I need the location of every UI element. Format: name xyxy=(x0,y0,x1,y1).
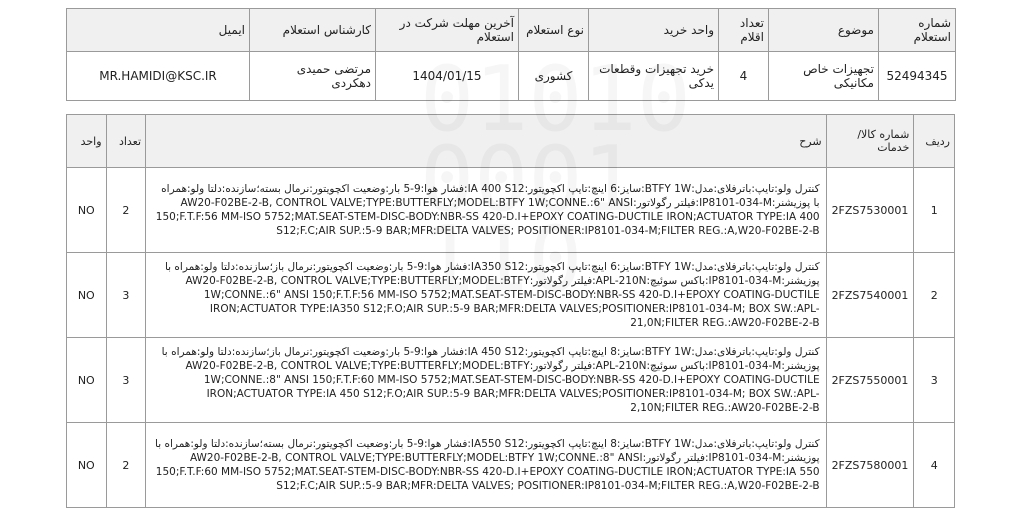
table-row xyxy=(67,168,955,253)
deadline-date: 1404/01/15 xyxy=(376,52,519,101)
row-number: 3 xyxy=(914,338,955,423)
expert-name: مرتضی حمیدی دهکردی xyxy=(250,52,376,101)
header-inquiry-type: نوع استعلام xyxy=(519,9,589,52)
item-quantity: 3 xyxy=(106,338,146,423)
item-code: 2FZS7550001 xyxy=(826,338,914,423)
info-header-row xyxy=(67,9,956,52)
items-table xyxy=(66,114,955,508)
item-count: 4 xyxy=(719,52,769,101)
header-buyer-unit: واحد خرید xyxy=(589,9,719,52)
info-value-row xyxy=(67,52,956,101)
item-code: 2FZS7540001 xyxy=(826,253,914,338)
item-code: 2FZS7580001 xyxy=(826,423,914,508)
row-number: 4 xyxy=(914,423,955,508)
items-header-row xyxy=(67,115,955,168)
item-description: کنترل ولو:تایپ:باترفلای:مدل:BTFY 1W:سایز:8 اینچ:تایپ اکچویتور:IA550 S12:فشار هوا:9-5 بار:وضعیت اکچویتور:نرمال بسته؛سازنده:دلتا ولو:همراه با پوزیشنر:IP8101-034-M:فیلتر رگولاتور:AW20-F02BE-2-B, CONTROL VALVE;TYPE:BUTTERFLY;MODEL:BTFY 1W;CONNE.:8" ANSI 150;F.T.F:60 MM-ISO 5752;MAT.SEAT-STEM-DISC-BODY:NBR-SS 420-D.I+EPOXY COATING-DUCTILE IRON;ACTUATOR TYPE:IA 550 S12;F.C;AIR SUP.:5-9 BAR;MFR:DELTA VALVES; POSITIONER:IP8101-034-M;FILTER REG.:A,W20-F02BE-2-B xyxy=(146,423,827,508)
item-description: کنترل ولو:تایپ:باترفلای:مدل:BTFY 1W:سایز:6 اینچ:تایپ اکچویتور:IA350 S12:فشار هوا:9-5 بار:وضعیت اکچویتور:نرمال باز؛سازنده:دلتا ولو:همراه با پوزیشنر:IP8101-034-M:باکس سوئیچ:APL-210N:فیلتر رگولاتور:AW20-F02BE-2-B, CONTROL VALVE;TYPE:BUTTERFLY;MODEL:BTFY 1W;CONNE.:6" ANSI 150;F.T.F:56 MM-ISO 5752;MAT.SEAT-STEM-DISC-BODY:NBR-SS 420-D.I+EPOXY COATING-DUCTILE IRON;ACTUATOR TYPE:IA350 S12;F.O;AIR SUP.:5-9 BAR;MFR:DELTA VALVES;POSITIONER:IP8101-034-M; BOX SW.:APL-21,0N;FILTER REG.:AW20-F02BE-2-B xyxy=(146,253,827,338)
inquiry-number: 52494345 xyxy=(879,52,956,101)
header-deadline: آخرین مهلت شرکت در استعلام xyxy=(376,9,519,52)
inquiry-type: کشوری xyxy=(519,52,589,101)
table-row xyxy=(67,338,955,423)
row-number: 1 xyxy=(914,168,955,253)
item-unit: NO xyxy=(67,338,107,423)
item-description: کنترل ولو:تایپ:باترفلای:مدل:BTFY 1W:سایز:6 اینچ:تایپ اکچویتور:IA 400 S12:فشار هوا:9-5 بار:وضعیت اکچویتور:نرمال بسته؛سازنده:دلتا ولو:همراه با پوزیشنر:IP8101-034-M:فیلتر رگولاتور:AW20-F02BE-2-B, CONTROL VALVE;TYPE:BUTTERFLY;MODEL:BTFY 1W;CONNE.:6" ANSI 150;F.T.F:56 MM-ISO 5752;MAT.SEAT-STEM-DISC-BODY:NBR-SS 420-D.I+EPOXY COATING-DUCTILE IRON;ACTUATOR TYPE:IA 400 S12;F.C;AIR SUP.:5-9 BAR;MFR:DELTA VALVES; POSITIONER:IP8101-034-M;FILTER REG.:A,W20-F02BE-2-B xyxy=(146,168,827,253)
header-inquiry-number: شماره استعلام xyxy=(879,9,956,52)
row-number: 2 xyxy=(914,253,955,338)
item-unit: NO xyxy=(67,168,107,253)
item-quantity: 3 xyxy=(106,253,146,338)
header-expert: کارشناس استعلام xyxy=(250,9,376,52)
header-row-number: ردیف xyxy=(914,115,955,168)
inquiry-subject: تجهیزات خاص مکانیکی xyxy=(769,52,879,101)
table-row xyxy=(67,253,955,338)
item-quantity: 2 xyxy=(106,168,146,253)
header-quantity: تعداد xyxy=(106,115,146,168)
inquiry-info-table xyxy=(66,8,956,101)
item-description: کنترل ولو:تایپ:باترفلای:مدل:BTFY 1W:سایز:8 اینچ:تایپ اکچویتور:IA 450 S12:فشار هوا:9-5 بار:وضعیت اکچویتور:نرمال باز؛سازنده:دلتا ولو:همراه با پوزیشنر:IP8101-034-M:باکس سوئیچ:APL-210N:فیلتر رگولاتور:AW20-F02BE-2-B, CONTROL VALVE;TYPE:BUTTERFLY;MODEL:BTFY 1W;CONNE.:8" ANSI 150;F.T.F:60 MM-ISO 5752;MAT.SEAT-STEM-DISC-BODY:NBR-SS 420-D.I+EPOXY COATING-DUCTILE IRON;ACTUATOR TYPE:IA 450 S12;F.O;AIR SUP.:5-9 BAR;MFR:DELTA VALVES;POSITIONER:IP8101-034-M; BOX SW.:APL-2,10N;FILTER REG.:AW20-F02BE-2-B xyxy=(146,338,827,423)
table-row xyxy=(67,423,955,508)
header-subject: موضوع xyxy=(769,9,879,52)
email-link[interactable]: MR.HAMIDI@KSC.IR xyxy=(67,52,250,101)
header-unit: واحد xyxy=(67,115,107,168)
item-quantity: 2 xyxy=(106,423,146,508)
header-email: ایمیل xyxy=(67,9,250,52)
item-unit: NO xyxy=(67,253,107,338)
item-code: 2FZS7530001 xyxy=(826,168,914,253)
header-item-count: تعداد اقلام xyxy=(719,9,769,52)
header-item-code: شماره کالا/خدمات xyxy=(826,115,914,168)
header-description: شرح xyxy=(146,115,827,168)
item-unit: NO xyxy=(67,423,107,508)
buyer-unit: خرید تجهیزات وقطعات یدکی xyxy=(589,52,719,101)
